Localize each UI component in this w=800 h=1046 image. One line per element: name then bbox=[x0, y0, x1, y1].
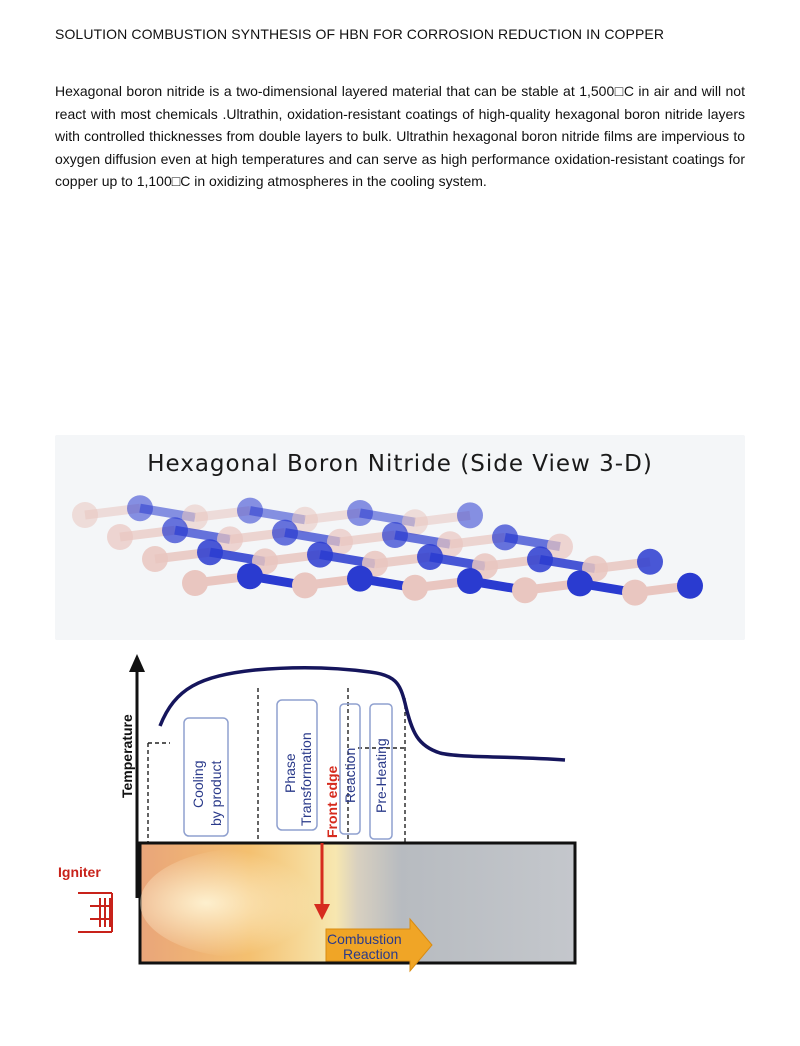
nitrogen-atom bbox=[237, 563, 263, 589]
cooling-label-line1: Cooling bbox=[190, 760, 206, 808]
nitrogen-atom bbox=[347, 500, 373, 526]
nitrogen-atom bbox=[197, 539, 223, 565]
combustion-label-line2: Reaction bbox=[343, 946, 399, 962]
boron-atom bbox=[182, 570, 208, 596]
boron-atom bbox=[402, 575, 428, 601]
nitrogen-atom bbox=[237, 498, 263, 524]
boron-atom bbox=[72, 502, 98, 528]
phase-label-line1: Phase bbox=[282, 753, 298, 793]
zone-phase-label bbox=[277, 700, 317, 830]
nitrogen-atom bbox=[677, 573, 703, 599]
nitrogen-atom bbox=[162, 517, 188, 543]
preheating-label: Pre-Heating bbox=[373, 738, 389, 813]
boron-atom bbox=[512, 577, 538, 603]
hbn-lattice-figure bbox=[55, 435, 745, 640]
nitrogen-atom bbox=[492, 524, 518, 550]
body-paragraph: Hexagonal boron nitride is a two-dimensional layered material that can be stable at 1,500□C in air and will not react with most chemicals .Ultrathin, oxidation-resistant coatings of high-quality hexagonal boron nitride layers with controlled thicknesses from double layers to bulk. Ultrathin hexagonal boron nitride films are impervious to oxygen diffusion even at high temperatures and can serve as high performance oxidation-resistant coatings for copper up to 1,100□C in oxidizing atmospheres in the cooling system. bbox=[55, 83, 745, 189]
boron-atom bbox=[107, 524, 133, 550]
nitrogen-atom bbox=[417, 544, 443, 570]
document-title: SOLUTION COMBUSTION SYNTHESIS OF HBN FOR CORROSION REDUCTION IN COPPER bbox=[55, 26, 665, 42]
zone-preheating-label bbox=[370, 704, 392, 839]
temperature-axis-label: Temperature bbox=[119, 714, 135, 798]
combustion-diagram bbox=[40, 648, 600, 988]
nitrogen-atom bbox=[527, 546, 553, 572]
phase-label-line2: Transformation bbox=[298, 732, 314, 826]
boron-atom bbox=[292, 572, 318, 598]
nitrogen-atom bbox=[127, 495, 153, 521]
combustion-label-line1: Combustion bbox=[327, 931, 402, 947]
zone-cooling-label bbox=[184, 718, 228, 836]
nitrogen-atom bbox=[567, 570, 593, 596]
nitrogen-atom bbox=[382, 522, 408, 548]
boron-atom bbox=[622, 580, 648, 606]
nitrogen-atom bbox=[457, 568, 483, 594]
temperature-curve bbox=[160, 668, 565, 760]
zone-reaction-label bbox=[340, 704, 360, 834]
reaction-label: Reaction bbox=[342, 747, 358, 803]
hbn-lattice-illustration bbox=[55, 485, 745, 640]
boron-atom bbox=[142, 546, 168, 572]
nitrogen-atom bbox=[637, 549, 663, 575]
front-edge-label: Front edge bbox=[324, 765, 340, 838]
cooling-label-line2: by product bbox=[208, 760, 224, 826]
nitrogen-atom bbox=[272, 520, 298, 546]
lattice-figure-title: Hexagonal Boron Nitride (Side View 3-D) bbox=[147, 451, 653, 477]
igniter-icon bbox=[78, 893, 112, 932]
igniter-label: Igniter bbox=[58, 864, 101, 880]
nitrogen-atom bbox=[307, 542, 333, 568]
nitrogen-atom bbox=[347, 566, 373, 592]
nitrogen-atom bbox=[457, 502, 483, 528]
